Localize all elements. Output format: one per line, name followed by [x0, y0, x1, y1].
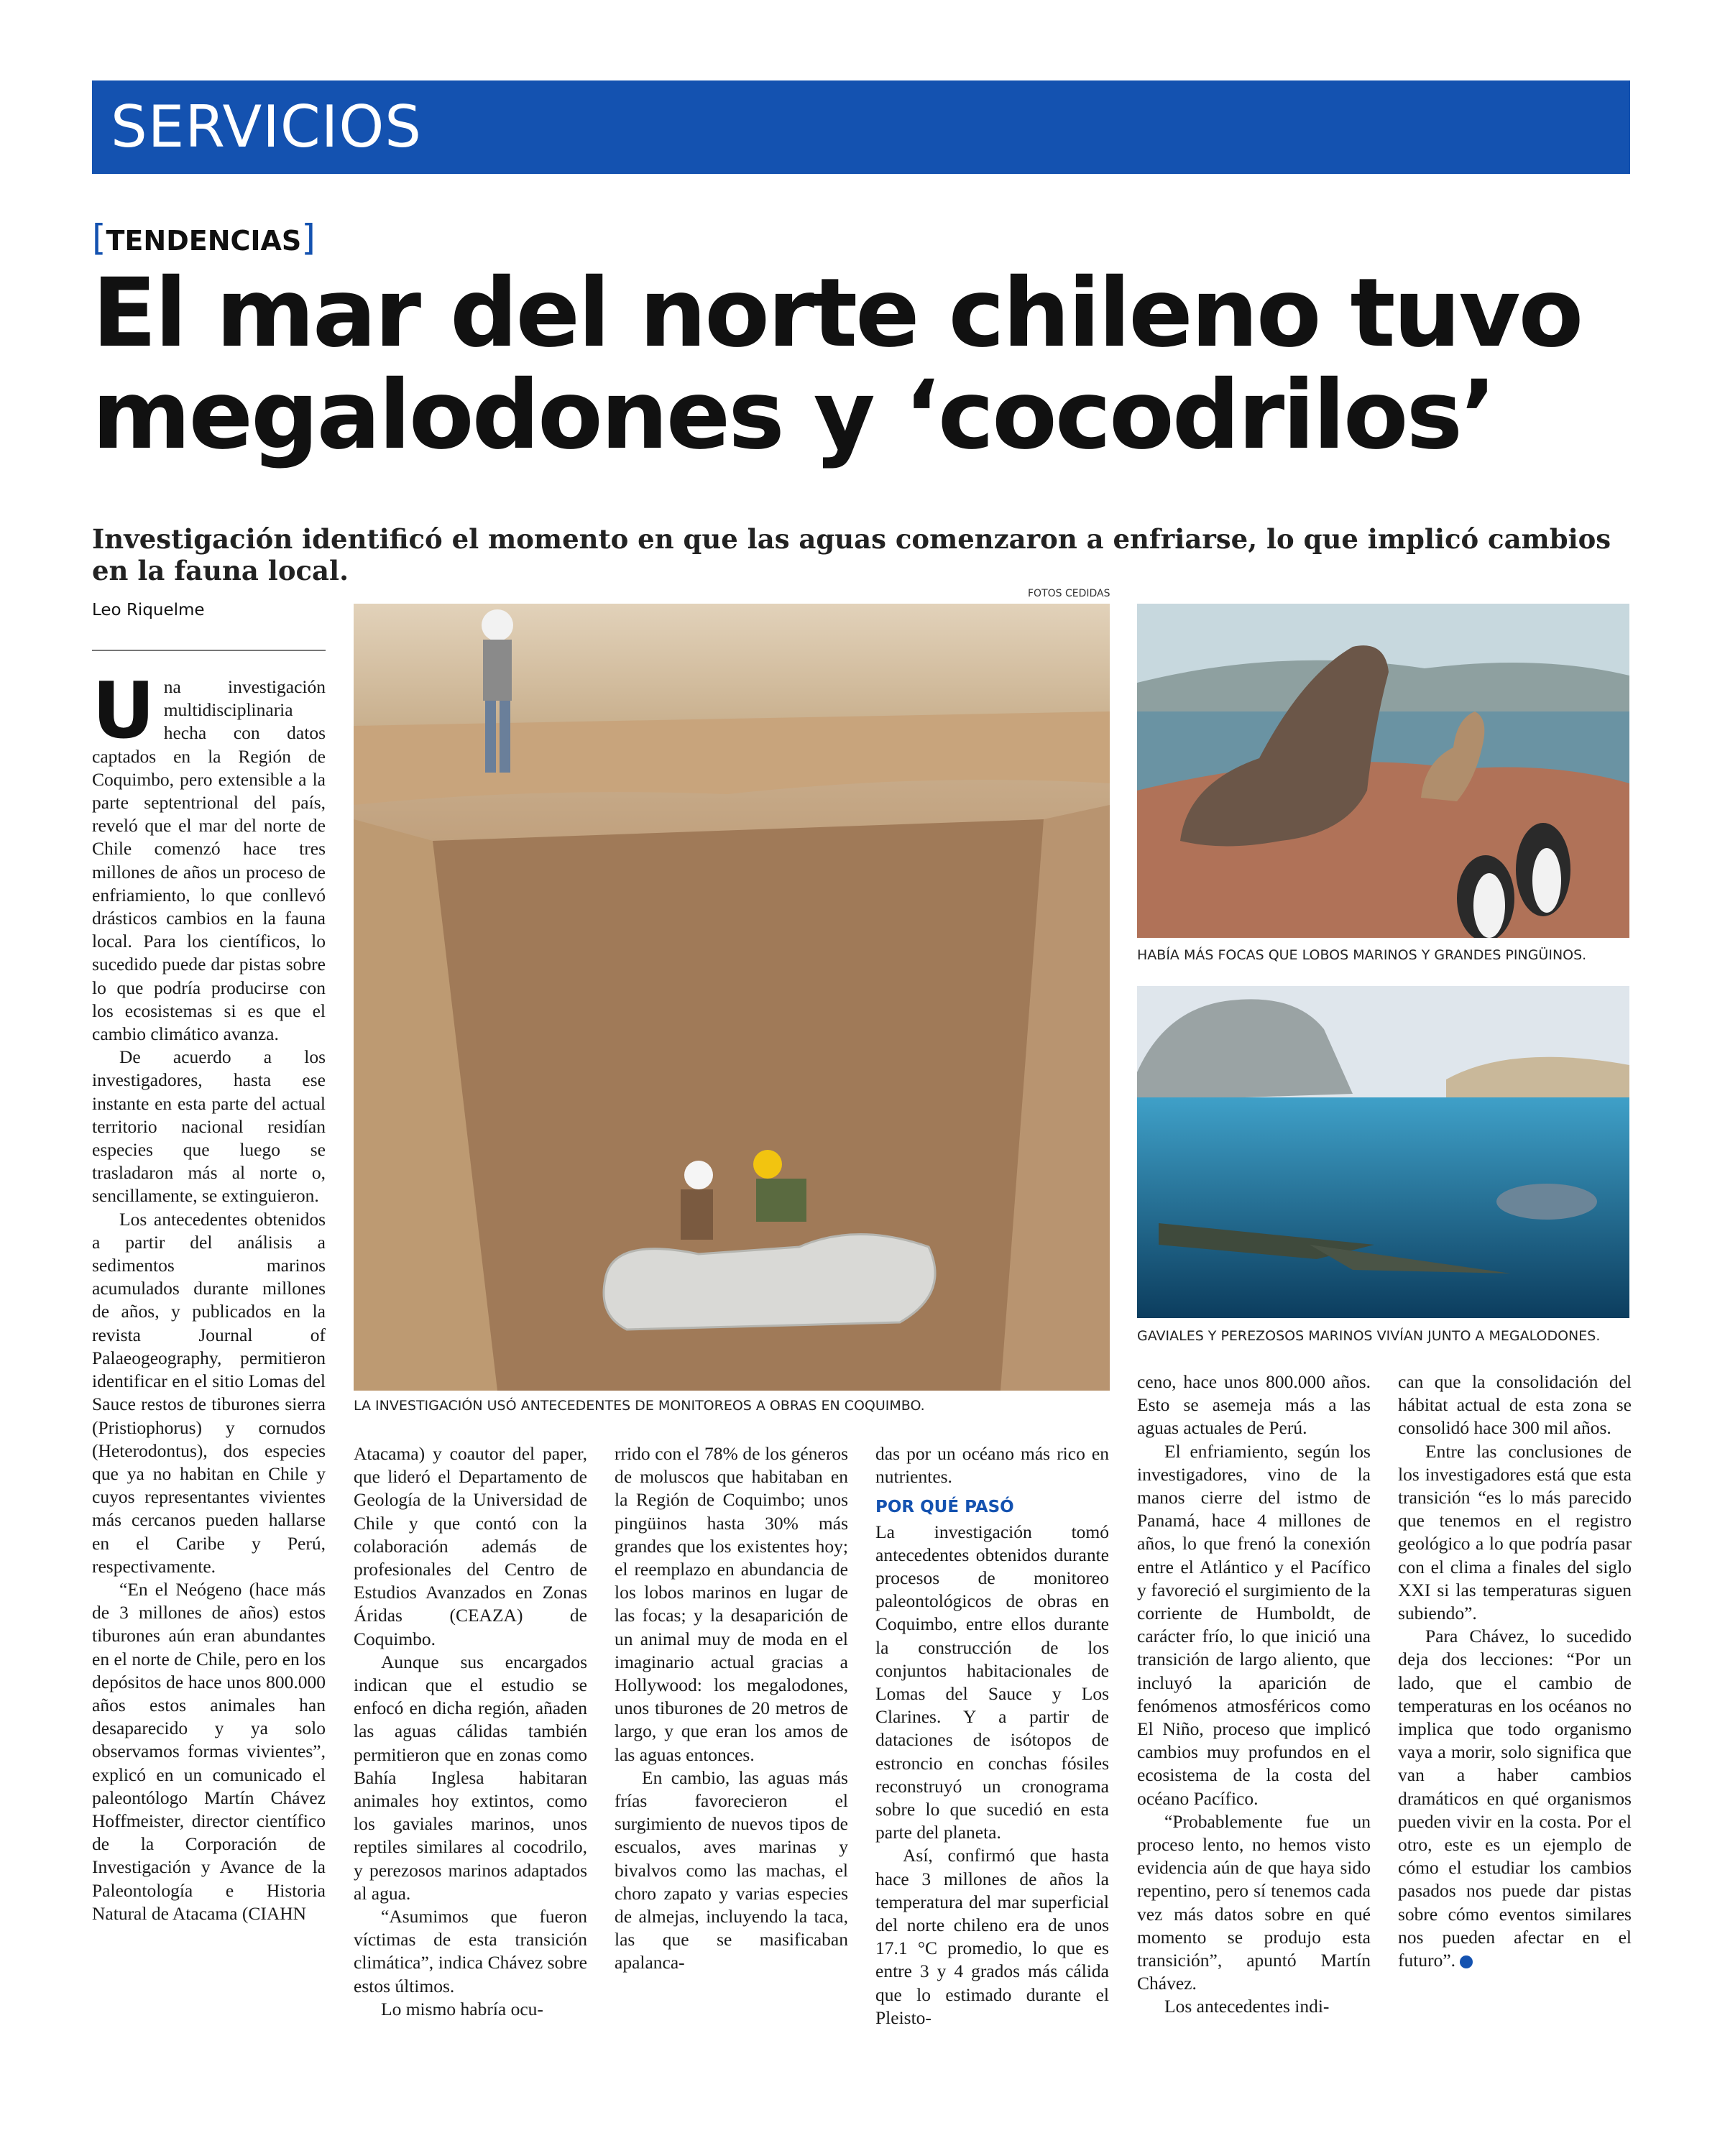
article-column-6	[1398, 1370, 1632, 1972]
paragraph	[1398, 1625, 1632, 1972]
paragraph: En cambio, las aguas más frías favorecieron el surgimiento de nuevos tipos de escualos, aves marinas y bivalvos como las machas, el choro zapato y varias especies de almejas, incluyendo la taca, las que se masificaban apalanca-	[615, 1766, 848, 1973]
seals-photo	[1137, 604, 1629, 938]
kicker-bracket-left: [	[92, 217, 106, 259]
paragraph: Lo mismo habría ocu-	[381, 1998, 543, 2019]
underwater-illustration	[1137, 986, 1629, 1318]
article-column-1	[92, 666, 326, 1925]
paragraph: “Asumimos que fueron víctimas de esta transición climática”, indica Chávez sobre estos últimos.	[354, 1906, 587, 1996]
paragraph: Los antecedentes indi-	[1164, 1996, 1330, 2017]
section-title: SERVICIOS	[111, 93, 423, 160]
closing-text: Para Chávez, lo sucedido deja dos lecciones: “Por un lado, que el cambio de temperaturas en los océanos no implica que todo organismo vaya a morir, solo significa que van a haber cambios dramáticos en qué organismos pueden vivir en la costa. Por el otro, este es un ejemplo de cómo el estudiar los cambios pasados nos puede dar pistas sobre cómo eventos similares nos pueden afectar en el futuro”.	[1398, 1626, 1632, 1971]
deck: Investigación identificó el momento en que las aguas comenzaron a enfriarse, lo que implicó cambios en la fauna local.	[92, 523, 1611, 586]
paragraph: La investigación tomó antecedentes obtenidos durante procesos de monitoreo paleontológicos de obras en Coquimbo, entre ellos durante la construcción de los conjuntos habitacionales de Lomas del Sauce y Los Clarines. Y a partir de dataciones de isótopos de estroncio en conchas fósiles reconstruyó un cronograma sobre lo que sucedió en esta parte del planeta.	[875, 1521, 1109, 1843]
paragraph: Aunque sus encargados indican que el estudio se enfocó en dicha región, añaden las aguas cálidas también permitieron que en zonas como Bahía Inglesa habitaran animales hoy extintos, como los gaviales marinos, unos reptiles similares al cocodrilo, y perezosos marinos adaptados al agua.	[354, 1651, 587, 1904]
paragraph: das por un océano más rico en nutrientes.	[875, 1443, 1109, 1488]
paragraph: “En el Neógeno (hace más de 3 millones de años) estos tiburones aún eran abundantes en el norte de Chile, pero en los depósitos de hace unos 800.000 años estos animales han desaparecido y ya solo observamos formas vivientes”, explicó en un comunicado el paleontólogo Martín Chávez Hoffmeister, director científico de la Corporación de Investigación y Avance de la Paleontología e Historia Natural de Atacama (CIAHN	[92, 1578, 326, 1924]
paragraph	[92, 666, 326, 1046]
paragraph: can que la consolidación del hábitat actual de esta zona se consolidó hace 300 mil años.	[1398, 1371, 1632, 1439]
paragraph: ceno, hace unos 800.000 años. Esto se asemeja más a las aguas actuales de Perú.	[1137, 1371, 1371, 1439]
seals-caption: HABÍA MÁS FOCAS QUE LOBOS MARINOS Y GRANDES PINGÜINOS.	[1137, 947, 1587, 963]
paragraph: “Probablemente fue un proceso lento, no hemos visto evidencia aún de que haya sido repentino, pero sí tenemos cada vez más datos sobre en qué momento se produjo esta transición”, apuntó Martín Chávez.	[1137, 1810, 1371, 1994]
excavation-caption: LA INVESTIGACIÓN USÓ ANTECEDENTES DE MONITOREOS A OBRAS EN COQUIMBO.	[354, 1398, 925, 1414]
article-column-3	[615, 1442, 848, 1975]
excavation-illustration	[354, 604, 1110, 1391]
lead-text: na investigación multidisciplinaria hecha con datos captados en la Región de Coquimbo, pero extensible a la parte septentrional del país, reveló que el mar del norte de Chile comenzó hace tres millones de años un proceso de enfriamiento, lo que conllevó drásticos cambios en la fauna local. Para los científicos, lo sucedido puede dar pistas sobre lo que podría producirse con los ecosistemas si es que el cambio climático avanza.	[92, 676, 326, 1045]
kicker-text: TENDENCIAS	[106, 225, 302, 257]
end-mark-icon: ✪	[1460, 1955, 1473, 1968]
section-banner	[92, 80, 1630, 174]
headline: El mar del norte chileno tuvo megalodones y ‘cocodrilos’	[92, 258, 1582, 471]
subhead: POR QUÉ PASÓ	[875, 1498, 1014, 1517]
seals-illustration	[1137, 604, 1629, 938]
article-column-5	[1137, 1370, 1371, 2019]
byline-divider	[92, 650, 326, 651]
paragraph: Los antecedentes obtenidos a partir del análisis a sedimentos marinos acumulados durante millones de años, y publicados en la revista Journal of Palaeogeography, permitieron identificar en el sitio Lomas del Sauce restos de tiburones sierra (Pristiophorus) y cornudos (Heterodontus), dos especies que ya no habitan en Chile y cuyos representantes vivientes más cercanos pueden hallarse en el Caribe y Perú, respectivamente.	[92, 1208, 326, 1577]
dropcap: U	[92, 666, 155, 756]
underwater-caption: GAVIALES Y PEREZOSOS MARINOS VIVÍAN JUNTO A MEGALODONES.	[1137, 1328, 1601, 1344]
paragraph: Así, confirmó que hasta hace 3 millones de años la temperatura del mar superficial del norte chileno era de unos 17.1 °C promedio, lo que es entre 3 y 4 grados más cálida que lo estimado durante el Pleisto-	[875, 1845, 1109, 2028]
article-column-2	[354, 1442, 587, 2021]
paragraph: Atacama) y coautor del paper, que lideró el Departamento de Geología de la Universidad de Chile y que contó con la colaboración además de profesionales del Centro de Estudios Avanzados en Zonas Áridas (CEAZA) de Coquimbo.	[354, 1443, 587, 1649]
article-column-4	[875, 1442, 1109, 2030]
kicker-bracket-right: ]	[301, 217, 316, 259]
paragraph: rrido con el 78% de los géneros de moluscos que habitaban en la Región de Coquimbo; unos pingüinos hasta 30% más grandes que los existentes hoy; el reemplazo en abundancia de los lobos marinos en lugar de las focas; y la desaparición de un animal muy de moda en el imaginario actual gracias a Hollywood: los megalodones, unos tiburones de 20 metros de largo, y que eran los amos de las aguas entonces.	[615, 1443, 848, 1765]
paragraph: De acuerdo a los investigadores, hasta ese instante en esta parte del actual territorio nacional residían especies que luego se trasladaron más al norte o, sencillamente, se extinguieron.	[92, 1046, 326, 1207]
excavation-photo	[354, 604, 1110, 1391]
photo-credit: FOTOS CEDIDAS	[1028, 588, 1110, 599]
underwater-photo	[1137, 986, 1629, 1318]
paragraph: El enfriamiento, según los investigadores, vino de la manos cierre del istmo de Panamá, hace 4 millones de años, lo que frenó la conexión entre el Atlántico y el Pacífico y favoreció el surgimiento de la corriente de Humboldt, de carácter frío, lo que inició una transición de largo aliento, que incluyó la aparición de fenómenos atmosféricos como El Niño, proceso que implicó cambios muy profundos en el ecosistema de la costa del océano Pacífico.	[1137, 1440, 1371, 1809]
byline: Leo Riquelme	[92, 601, 205, 619]
paragraph: Entre las conclusiones de los investigadores está que esta transición “es lo más parecido que tenemos en el registro geológico a lo que podría pasar con el clima a finales del siglo XXI si las temperaturas siguen subiendo”.	[1398, 1440, 1632, 1624]
kicker	[92, 217, 316, 259]
